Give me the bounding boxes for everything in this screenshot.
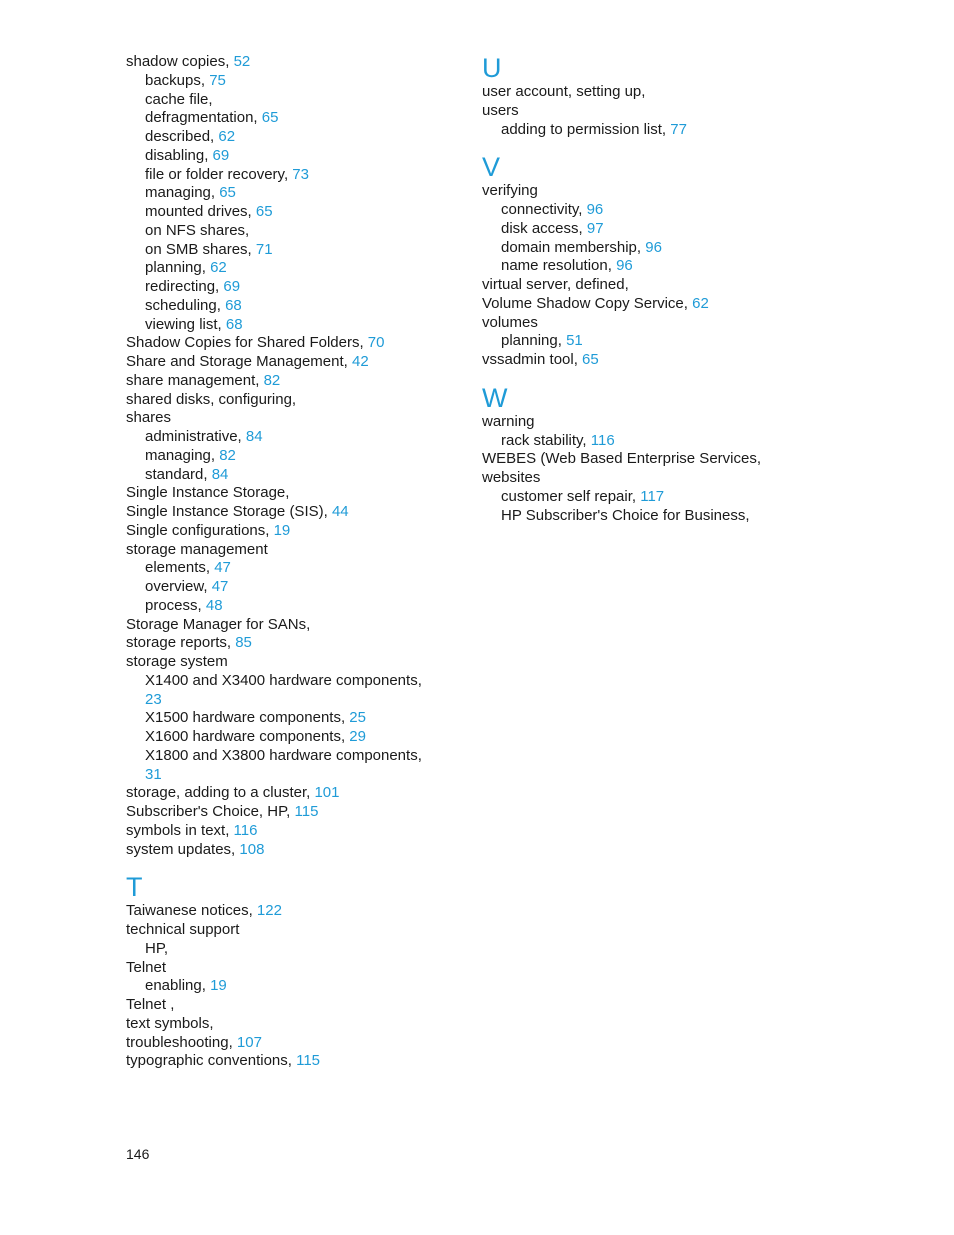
index-term: Subscriber's Choice, HP, — [126, 803, 295, 820]
index-term: warning — [482, 412, 535, 430]
index-term: Storage Manager for SANs, — [126, 615, 311, 633]
index-entry — [126, 822, 466, 841]
index-entry — [126, 372, 466, 391]
index-term: system updates, — [126, 840, 240, 858]
page-link[interactable]: 47 — [214, 559, 231, 577]
index-entry — [126, 541, 466, 560]
page-link[interactable]: 25 — [349, 709, 366, 727]
page-link[interactable]: 44 — [331, 503, 349, 520]
index-entry — [482, 83, 822, 102]
page-link[interactable]: 116 — [590, 431, 615, 449]
index-term: rack stability, — [501, 431, 591, 449]
index-subentry — [126, 109, 466, 128]
index-entry-continuation — [126, 691, 466, 710]
index-term: virtual server, defined, — [482, 276, 629, 293]
index-subentry — [126, 316, 466, 335]
index-column-left — [126, 53, 466, 1071]
index-term: storage system — [126, 653, 228, 670]
index-entry — [126, 616, 466, 635]
index-term: text symbols, — [126, 1014, 214, 1032]
index-subentry — [126, 940, 466, 959]
index-entry — [126, 503, 466, 522]
index-term: mounted drives, — [145, 203, 256, 220]
index-subentry — [126, 578, 466, 597]
index-entry — [126, 803, 466, 822]
index-term: shared disks, configuring, — [126, 390, 297, 408]
index-term: described, — [145, 128, 219, 145]
index-entry — [126, 921, 466, 940]
index-term: planning, — [501, 332, 567, 350]
index-term: Telnet , — [126, 996, 175, 1013]
page-link[interactable]: 65 — [582, 351, 599, 368]
page-link[interactable]: 115 — [296, 1052, 321, 1070]
index-term: name resolution, — [501, 257, 617, 275]
index-entry — [482, 182, 822, 201]
page-link[interactable]: 48 — [205, 596, 223, 614]
index-entry — [126, 1015, 466, 1034]
page-link[interactable]: 68 — [225, 315, 243, 333]
index-term: managing, — [145, 446, 220, 464]
index-term: typographic conventions, — [126, 1052, 297, 1070]
index-term: viewing list, — [145, 315, 226, 333]
index-entry-continuation — [126, 766, 466, 785]
index-term: WEBES (Web Based Enterprise Services, — [482, 450, 761, 468]
page-link[interactable]: 82 — [219, 446, 236, 464]
index-entry — [126, 53, 466, 72]
index-term: symbols in text, — [126, 821, 234, 839]
page-link[interactable]: 115 — [294, 803, 319, 820]
index-entry — [126, 391, 466, 410]
page-link[interactable]: 68 — [225, 296, 242, 314]
index-entry — [126, 353, 466, 372]
index-term: troubleshooting, — [126, 1033, 237, 1051]
index-term: customer self repair, — [501, 487, 641, 505]
index-subentry — [126, 428, 466, 447]
page-link[interactable]: 70 — [367, 334, 385, 352]
page-link[interactable]: 73 — [292, 165, 309, 183]
page-link[interactable]: 84 — [211, 465, 229, 483]
index-term: Volume Shadow Copy Service, — [482, 294, 693, 312]
index-term: overview, — [145, 578, 212, 595]
index-term: vssadmin tool, — [482, 351, 583, 368]
index-subentry — [482, 507, 822, 526]
index-subentry — [126, 166, 466, 185]
index-subentry — [126, 203, 466, 222]
index-entry — [126, 653, 466, 672]
index-subentry — [482, 332, 822, 351]
index-entry — [126, 484, 466, 503]
page-link[interactable]: 42 — [351, 353, 369, 370]
index-term: users — [482, 101, 519, 119]
index-entry — [482, 469, 822, 488]
index-entry — [126, 841, 466, 860]
page-link[interactable]: 122 — [256, 902, 282, 920]
index-term: standard, — [145, 465, 212, 483]
index-term: technical support — [126, 921, 240, 938]
index-term: managing, — [145, 184, 220, 202]
index-entry — [482, 314, 822, 333]
index-term: planning, — [145, 259, 211, 277]
index-subentry — [126, 709, 466, 728]
page-link[interactable]: 52 — [233, 53, 251, 70]
index-term: adding to permission list, — [501, 120, 671, 138]
page-link[interactable]: 85 — [235, 634, 252, 652]
page-link[interactable]: 29 — [349, 728, 366, 745]
index-term: defragmentation, — [145, 109, 262, 127]
section-letter-u: U — [482, 53, 502, 83]
index-subentry — [126, 184, 466, 203]
index-term: on SMB shares, — [145, 240, 256, 258]
section-letter-w: W — [482, 382, 508, 413]
index-term: backups, — [145, 71, 210, 89]
index-term: share management, — [126, 371, 264, 389]
index-term: shadow copies, — [126, 53, 234, 70]
index-subentry — [126, 977, 466, 996]
index-entry — [126, 522, 466, 541]
index-term: X1600 hardware components, — [145, 728, 350, 745]
index-entry — [126, 1052, 466, 1071]
page-number: 146 — [126, 1146, 150, 1162]
index-subentry — [126, 466, 466, 485]
index-term: shares — [126, 409, 172, 427]
index-term: X1800 and X3800 hardware components, — [145, 746, 422, 764]
page-link[interactable]: 65 — [255, 203, 273, 220]
page-link[interactable]: 65 — [219, 184, 236, 202]
page-link[interactable]: 62 — [692, 294, 709, 312]
index-term: HP Subscriber's Choice for Business, — [501, 506, 750, 524]
index-term: X1500 hardware components, — [145, 709, 350, 727]
index-term: Share and Storage Management, — [126, 353, 352, 370]
index-subentry — [126, 747, 466, 766]
index-subentry — [126, 278, 466, 297]
index-entry — [126, 409, 466, 428]
page-link[interactable]: 77 — [670, 120, 687, 138]
index-subentry — [126, 259, 466, 278]
index-subentry — [482, 257, 822, 276]
index-subentry — [482, 488, 822, 507]
page-link[interactable]: 47 — [211, 578, 229, 595]
index-subentry — [126, 559, 466, 578]
index-term: domain membership, — [501, 238, 646, 256]
index-term: HP, — [145, 939, 169, 957]
index-term: storage, adding to a cluster, — [126, 784, 315, 802]
index-term: X1400 and X3400 hardware components, — [145, 671, 422, 689]
index-subentry — [482, 239, 822, 258]
index-term: Single Instance Storage (SIS), — [126, 503, 332, 520]
index-subentry — [126, 297, 466, 316]
index-term: verifying — [482, 182, 538, 200]
page-link[interactable]: 31 — [145, 765, 162, 783]
index-term: redirecting, — [145, 278, 224, 295]
index-term: cache file, — [145, 90, 213, 108]
index-term: connectivity, — [501, 201, 587, 218]
index-entry — [126, 784, 466, 803]
index-entry — [126, 1034, 466, 1053]
index-term: file or folder recovery, — [145, 165, 293, 183]
index-subentry — [126, 147, 466, 166]
index-subentry — [126, 72, 466, 91]
index-entry — [126, 959, 466, 978]
page-link[interactable]: 23 — [145, 690, 162, 708]
index-subentry — [482, 220, 822, 239]
index-entry — [482, 102, 822, 121]
index-subentry — [126, 91, 466, 110]
page-link[interactable]: 71 — [255, 240, 273, 258]
index-term: Telnet — [126, 958, 167, 976]
index-entry — [126, 634, 466, 653]
index-subentry — [482, 121, 822, 140]
page-link[interactable]: 101 — [314, 784, 340, 802]
index-column-right — [482, 54, 822, 525]
index-subentry — [126, 222, 466, 241]
index-term: Single Instance Storage, — [126, 484, 290, 502]
index-term: Taiwanese notices, — [126, 902, 257, 920]
index-entry — [482, 450, 822, 469]
index-term: user account, setting up, — [482, 83, 646, 100]
index-entry — [126, 902, 466, 921]
page-link[interactable]: 62 — [210, 259, 227, 277]
page-link[interactable]: 107 — [236, 1033, 262, 1051]
index-term: Shadow Copies for Shared Folders, — [126, 334, 368, 352]
index-term: scheduling, — [145, 296, 226, 314]
index-entry — [126, 334, 466, 353]
page-link[interactable]: 65 — [261, 109, 279, 127]
index-subentry — [126, 672, 466, 691]
page-link[interactable]: 108 — [239, 840, 265, 858]
index-entry — [482, 413, 822, 432]
page-link[interactable]: 19 — [210, 977, 227, 995]
page-link[interactable]: 84 — [245, 428, 263, 445]
index-entry — [482, 351, 822, 370]
index-term: on NFS shares, — [145, 221, 250, 239]
index-term: enabling, — [145, 977, 211, 995]
page-link[interactable]: 75 — [209, 71, 226, 89]
page-link[interactable]: 51 — [566, 332, 583, 350]
index-term: disk access, — [501, 219, 587, 237]
index-subentry — [482, 201, 822, 220]
page-link[interactable]: 96 — [586, 201, 604, 218]
page-link[interactable]: 96 — [616, 257, 633, 275]
index-term: process, — [145, 596, 206, 614]
page-link[interactable]: 117 — [640, 487, 665, 505]
index-term: disabling, — [145, 146, 213, 164]
index-entry — [482, 276, 822, 295]
page-link[interactable]: 96 — [645, 238, 662, 256]
page-link[interactable]: 116 — [233, 821, 258, 839]
page-link[interactable]: 62 — [218, 128, 236, 145]
page-link[interactable]: 69 — [223, 278, 241, 295]
section-letter-v: V — [482, 152, 501, 183]
index-term: storage reports, — [126, 634, 236, 652]
index-entry — [126, 996, 466, 1015]
section-letter-t: T — [126, 872, 143, 903]
index-term: websites — [482, 469, 541, 486]
page-link[interactable]: 19 — [273, 521, 291, 539]
index-subentry — [126, 728, 466, 747]
index-subentry — [482, 432, 822, 451]
index-term: Single configurations, — [126, 521, 274, 539]
page-link[interactable]: 97 — [586, 219, 604, 237]
index-term: volumes — [482, 313, 538, 331]
page-link[interactable]: 69 — [212, 146, 230, 164]
page-link[interactable]: 82 — [263, 371, 281, 389]
index-subentry — [126, 597, 466, 616]
index-entry — [482, 295, 822, 314]
index-subentry — [126, 241, 466, 260]
index-subentry — [126, 128, 466, 147]
index-term: storage management — [126, 540, 268, 558]
index-term: elements, — [145, 559, 215, 577]
index-subentry — [126, 447, 466, 466]
index-term: administrative, — [145, 428, 246, 445]
